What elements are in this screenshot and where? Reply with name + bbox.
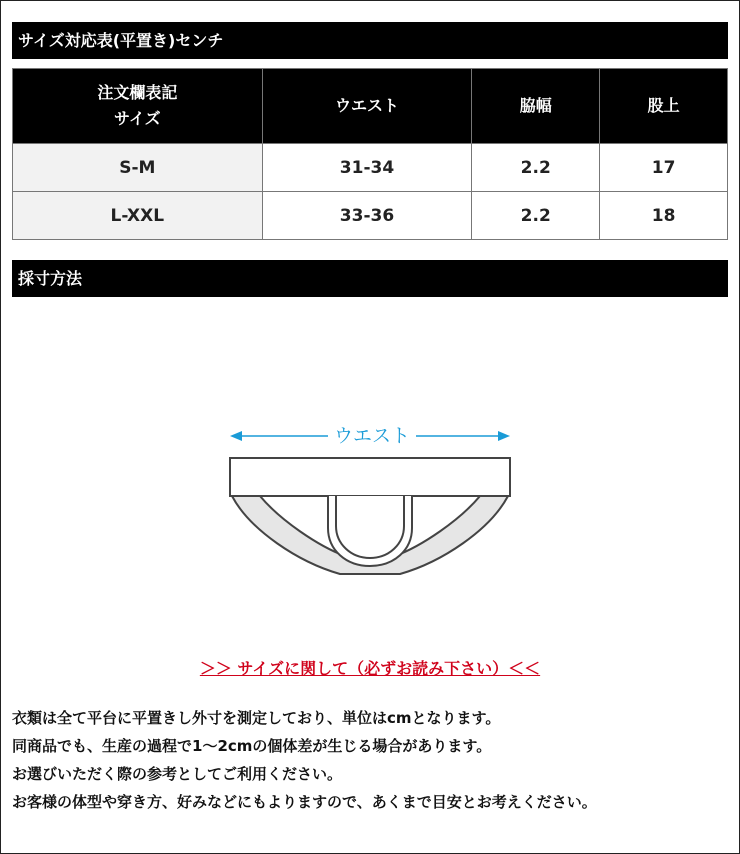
note-line: お客様の体型や穿き方、好みなどにもよりますので、あくまで目安とお考えください。 bbox=[12, 793, 597, 811]
header-rise: 股上 bbox=[600, 69, 728, 144]
measurement-heading: 採寸方法 bbox=[12, 260, 728, 297]
cell-side-width: 2.2 bbox=[472, 144, 600, 192]
table-row bbox=[13, 144, 728, 192]
cell-waist: 31-34 bbox=[262, 144, 472, 192]
cell-rise: 18 bbox=[600, 192, 728, 240]
note-line: 同商品でも、生産の過程で1～2cmの個体差が生じる場合があります。 bbox=[12, 737, 492, 755]
size-chart-heading: サイズ対応表(平置き)センチ bbox=[12, 22, 728, 59]
note-line: 衣類は全て平台に平置きし外寸を測定しており、単位はcmとなります。 bbox=[12, 709, 501, 727]
waistband-shape bbox=[230, 458, 510, 496]
cell-rise: 17 bbox=[600, 144, 728, 192]
garment-diagram bbox=[210, 410, 530, 610]
cell-size: S-M bbox=[13, 144, 263, 192]
size-notice: ＞＞ サイズに関して（必ずお読み下さい）＜＜ bbox=[199, 659, 541, 678]
header-side-width: 脇幅 bbox=[472, 69, 600, 144]
header-size-label: 注文欄表記 サイズ bbox=[97, 83, 178, 128]
cell-side-width: 2.2 bbox=[472, 192, 600, 240]
table-header-row bbox=[13, 69, 728, 144]
notes bbox=[12, 704, 732, 816]
header-size bbox=[13, 69, 263, 144]
size-table bbox=[12, 68, 728, 240]
table-row bbox=[13, 192, 728, 240]
pouch-inner-shape bbox=[336, 496, 404, 558]
waist-label: ウエスト bbox=[333, 425, 411, 447]
header-waist: ウエスト bbox=[262, 69, 472, 144]
note-line: お選びいただく際の参考としてご利用ください。 bbox=[12, 765, 343, 783]
cell-waist: 33-36 bbox=[262, 192, 472, 240]
cell-size: L-XXL bbox=[13, 192, 263, 240]
